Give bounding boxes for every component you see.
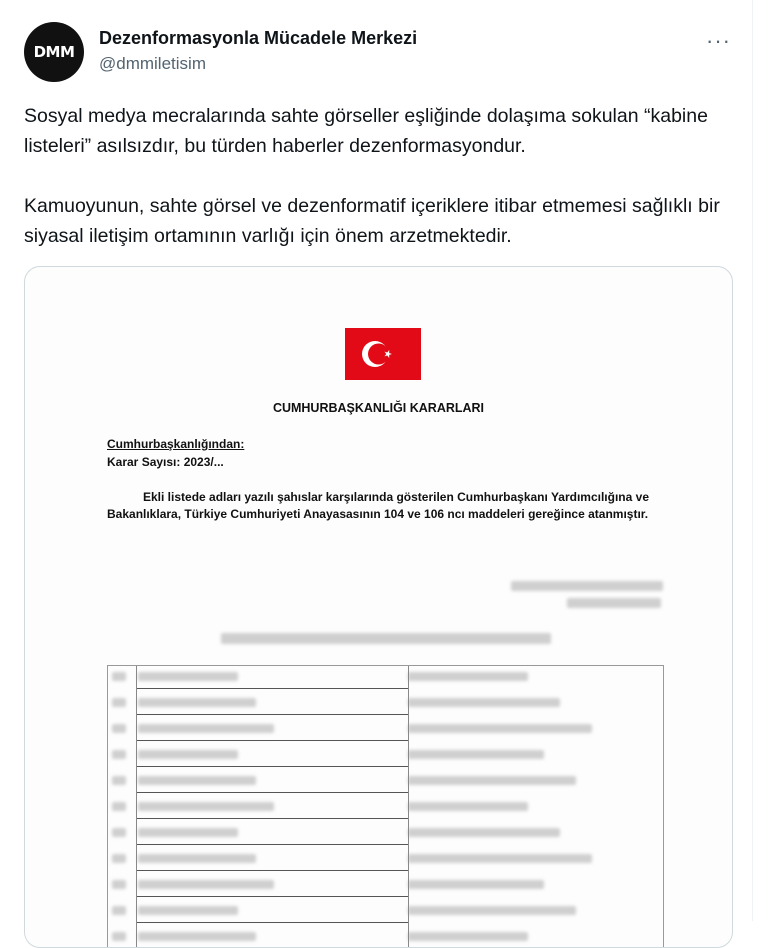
turkish-flag-icon (345, 328, 421, 380)
blurred-table-cell (408, 854, 592, 863)
document-from: Cumhurbaşkanlığından: (107, 437, 245, 451)
table-row-line (136, 896, 408, 897)
table-row-line (136, 766, 408, 767)
handle[interactable]: @dmmiletisim (99, 54, 206, 73)
blurred-table-cell (112, 802, 126, 811)
blurred-table-cell (138, 776, 256, 785)
attached-document-image[interactable] (24, 266, 733, 948)
tweet-paragraph-2: Kamuoyunun, sahte görsel ve dezenformatif içeriklere itibar etmemesi sağlıklı bir siyasal iletişim ortamının varlığı için önem arzetmektedir. (24, 195, 720, 247)
document-body: Ekli listede adları yazılı şahıslar karşılarında gösterilen Cumhurbaşkanı Yardımcılığına ve Bakanlıklara, Türkiye Cumhuriyeti Anayasasının 104 ve 106 ncı maddeleri gereğince atanmıştır. (107, 490, 649, 521)
table-row-line (136, 922, 408, 923)
blurred-table-cell (138, 828, 238, 837)
blurred-table-cell (408, 880, 544, 889)
document-title: CUMHURBAŞKANLIĞI KARARLARI (272, 401, 485, 415)
table-row-line (136, 714, 408, 715)
table-column-divider (408, 666, 409, 948)
blurred-table-cell (138, 698, 256, 707)
blurred-table-cell (112, 750, 126, 759)
display-name[interactable]: Dezenformasyonla Mücadele Merkezi (99, 28, 418, 48)
blurred-table-cell (408, 672, 528, 681)
blurred-table-cell (408, 906, 576, 915)
blurred-list-heading (221, 633, 551, 644)
table-column-divider (136, 666, 137, 948)
blurred-appointment-table (107, 665, 664, 948)
blurred-table-cell (408, 698, 560, 707)
table-row-line (136, 818, 408, 819)
more-options-icon[interactable]: ··· (706, 28, 731, 53)
blurred-table-cell (138, 672, 238, 681)
blurred-table-cell (408, 724, 592, 733)
avatar[interactable] (24, 22, 84, 82)
blurred-table-cell (112, 932, 126, 941)
tweet-text (24, 101, 724, 251)
blurred-table-cell (138, 880, 274, 889)
blurred-table-cell (112, 776, 126, 785)
blurred-table-cell (138, 724, 274, 733)
blurred-table-cell (408, 802, 528, 811)
blurred-table-cell (112, 672, 126, 681)
table-row-line (136, 870, 408, 871)
blurred-table-cell (112, 698, 126, 707)
blurred-table-cell (408, 776, 576, 785)
blurred-table-cell (138, 854, 256, 863)
decision-number: Karar Sayısı: 2023/... (107, 455, 224, 469)
blurred-signature-line-1 (511, 581, 663, 591)
avatar-logo: DMM (33, 43, 75, 61)
blurred-table-cell (138, 906, 238, 915)
blurred-table-cell (138, 802, 274, 811)
blurred-signature-line-2 (567, 598, 661, 608)
table-row-line (136, 844, 408, 845)
blurred-table-cell (112, 724, 126, 733)
table-row-line (136, 688, 408, 689)
blurred-table-cell (112, 828, 126, 837)
blurred-table-cell (112, 906, 126, 915)
tweet-paragraph-1: Sosyal medya mecralarında sahte görseller eşliğinde dolaşıma sokulan “kabine listeleri” asılsızdır, bu türden haberler dezenformasyondur. (24, 105, 708, 157)
table-row-line (136, 740, 408, 741)
blurred-table-cell (138, 750, 238, 759)
blurred-table-cell (112, 880, 126, 889)
blurred-table-cell (408, 750, 544, 759)
blurred-table-cell (408, 932, 528, 941)
table-row-line (136, 792, 408, 793)
blurred-table-cell (408, 828, 560, 837)
blurred-table-cell (138, 932, 256, 941)
blurred-table-cell (112, 854, 126, 863)
